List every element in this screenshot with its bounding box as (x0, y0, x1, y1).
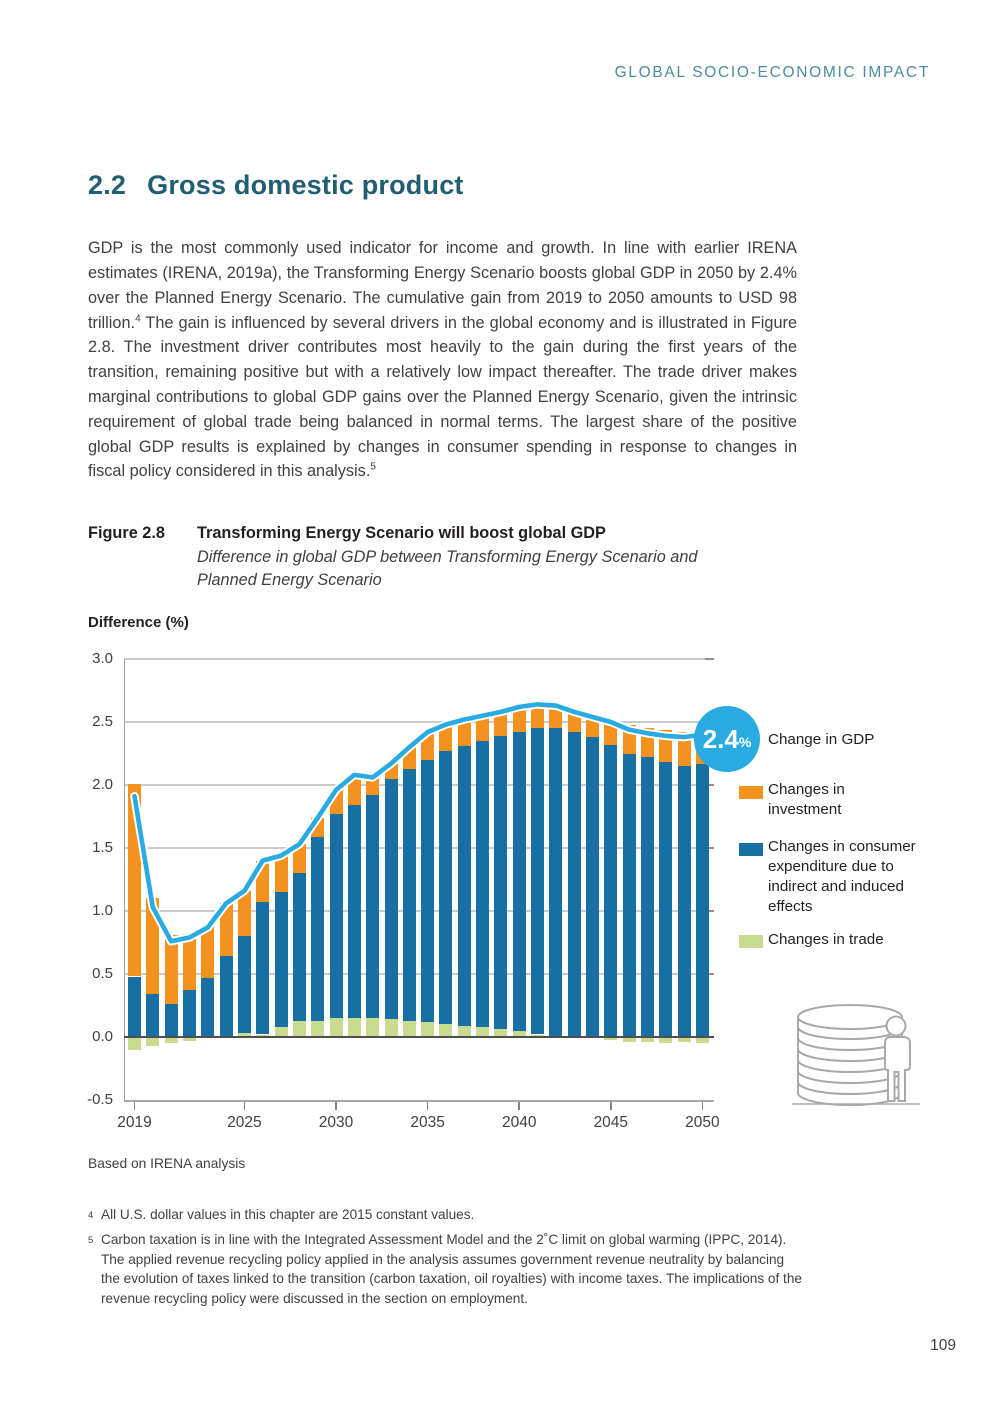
bar-segment-consumer-2035 (421, 760, 434, 1022)
bar-segment-consumer-2046 (623, 754, 636, 1038)
y-tick-label: 1.5 (92, 839, 113, 856)
bar-segment-investment-2049 (678, 732, 691, 766)
y-tick-label: 2.5 (92, 713, 113, 730)
bar-segment-consumer-2043 (568, 732, 581, 1037)
section-title: Gross domestic product (147, 170, 464, 200)
bar-segment-investment-2026 (256, 861, 269, 903)
bar-segment-investment-2037 (458, 720, 471, 747)
bar-segment-investment-2048 (659, 730, 672, 763)
bar-segment-investment-2022 (183, 934, 196, 991)
gridline (124, 721, 705, 723)
footnote-5-text: Carbon taxation is in line with the Integrated Assessment Model and the 2˚C limit on global warming (IPPC, 2014). The applied revenue recycling policy applied in the analysis assumes government revenue neutrality by balancing the evolution of taxes linked to the transition (carbon taxation, oil royalties) with income taxes. The implications of the revenue recycling policy were discussed in the section on employment. (101, 1232, 802, 1306)
paragraph-text-1: GDP is the most commonly used indicator for income and growth. In line with earlier IRENA estimates (IRENA, 2019a), the Transforming Energy Scenario boosts global GDP in 2050 by 2.4% over the Planned Energy Scenario. The cumulative gain from 2019 to 2050 amounts to USD 98 trillion. (88, 239, 797, 332)
bar-segment-investment-2045 (604, 720, 617, 745)
bar-segment-investment-2046 (623, 725, 636, 754)
bar-segment-investment-2035 (421, 732, 434, 760)
bar-segment-trade-2020 (146, 1037, 159, 1046)
x-tick-label-2040: 2040 (501, 1114, 537, 1131)
bar-segment-investment-2023 (201, 926, 214, 978)
footnote-4-marker: 4 (88, 1210, 94, 1221)
footnote-4-text: All U.S. dollar values in this chapter are 2015 constant values. (101, 1207, 475, 1222)
footnote-5-marker: 5 (88, 1235, 94, 1247)
bar-segment-investment-2028 (293, 844, 306, 873)
bar-segment-consumer-2049 (678, 766, 691, 1037)
bar-segment-investment-2025 (238, 891, 251, 936)
bar-segment-consumer-2019 (128, 977, 141, 1038)
gdp-change-badge (694, 706, 760, 772)
bar-segment-consumer-2042 (549, 728, 562, 1037)
legend-swatch-consumer-expenditure (739, 843, 763, 856)
bar-segment-consumer-2040 (513, 732, 526, 1031)
bar-segment-consumer-2032 (366, 795, 379, 1018)
running-header: GLOBAL SOCIO-ECONOMIC IMPACT (614, 64, 930, 81)
y-tick-label: 0.5 (92, 965, 113, 982)
bar-segment-consumer-2050 (696, 764, 709, 1037)
x-axis-tick (335, 1102, 337, 1110)
bar-segment-consumer-2045 (604, 745, 617, 1037)
legend-label-investment: Changes in investment (768, 781, 845, 818)
paragraph-text-2: The gain is influenced by several drivers in the global economy and is illustrated in Figure 2.8. The investment driver contributes most heavily to the gain during the first years of the transition, remaining positive but with a relatively low impact thereafter. The trade driver makes marginal contributions to global GDP gains over the Planned Energy Scenario, given the intrinsic requirement of global trade being balanced in normal terms. The largest share of the positive global GDP results is explained by changes in consumer spending in response to changes in fiscal policy considered in this analysis. (88, 313, 797, 481)
y-tick-label: 0.0 (92, 1028, 113, 1045)
bar-segment-investment-2021 (165, 935, 178, 1004)
bar-segment-consumer-2038 (476, 741, 489, 1027)
bar-segment-investment-2038 (476, 716, 489, 741)
bar-segment-consumer-2031 (348, 805, 361, 1018)
x-axis-tick (518, 1102, 520, 1110)
x-tick-label-2030: 2030 (318, 1114, 354, 1131)
x-axis-line (124, 1100, 714, 1102)
bar-segment-investment-2027 (275, 856, 288, 893)
bar-segment-consumer-2039 (494, 736, 507, 1030)
bar-segment-investment-2036 (439, 725, 452, 752)
x-tick-label-2035: 2035 (410, 1114, 445, 1131)
y-tick-label: 1.0 (92, 902, 113, 919)
bar-segment-consumer-2025 (238, 936, 251, 1033)
bar-segment-consumer-2024 (220, 956, 233, 1035)
y-axis-title: Difference (%) (88, 614, 189, 631)
x-axis-tick (134, 1102, 136, 1110)
bar-segment-trade-2031 (348, 1018, 361, 1037)
bar-segment-consumer-2028 (293, 873, 306, 1020)
bar-segment-consumer-2041 (531, 728, 544, 1034)
gdp-change-unit: % (738, 734, 752, 750)
x-axis-tick (702, 1102, 704, 1110)
bar-segment-trade-2030 (330, 1018, 343, 1037)
bar-segment-investment-2043 (568, 712, 581, 732)
bar-segment-trade-2028 (293, 1021, 306, 1037)
y-axis-line (124, 659, 125, 1100)
bar-segment-consumer-2033 (385, 779, 398, 1020)
y-tick-label: 2.0 (92, 776, 113, 793)
footnote-4 (88, 1205, 802, 1224)
x-axis-tick (427, 1102, 429, 1110)
bar-segment-consumer-2029 (311, 837, 324, 1021)
coin-stack-person-icon (792, 998, 922, 1108)
zero-axis-line (124, 1036, 714, 1038)
bar-segment-trade-2019 (128, 1037, 141, 1050)
bar-segment-investment-2042 (549, 706, 562, 729)
figure-title: Transforming Energy Scenario will boost global GDP (197, 524, 606, 542)
x-tick-label-2045: 2045 (593, 1114, 629, 1131)
gridline (124, 658, 705, 660)
y-tick-label: -0.5 (87, 1091, 113, 1108)
bar-segment-consumer-2047 (641, 757, 654, 1037)
bar-segment-consumer-2023 (201, 978, 214, 1037)
legend-label-gdp: Change in GDP (768, 731, 875, 748)
bar-segment-trade-2032 (366, 1018, 379, 1037)
bar-segment-investment-2020 (146, 898, 159, 994)
bar-segment-consumer-2022 (183, 990, 196, 1037)
bar-segment-investment-2034 (403, 747, 416, 768)
bar-segment-investment-2029 (311, 818, 324, 837)
legend-label-trade: Changes in trade (768, 931, 884, 948)
bar-segment-consumer-2021 (165, 1004, 178, 1037)
figure-label: Figure 2.8 (88, 524, 165, 542)
source-note: Based on IRENA analysis (88, 1156, 246, 1171)
bar-segment-consumer-2037 (458, 746, 471, 1026)
bar-segment-consumer-2030 (330, 814, 343, 1018)
y-tick-label: 3.0 (92, 650, 113, 667)
bar-segment-consumer-2036 (439, 751, 452, 1024)
x-tick-label-2050: 2050 (685, 1114, 720, 1131)
bar-segment-investment-2030 (330, 790, 343, 814)
bar-segment-investment-2019 (128, 784, 141, 977)
bar-segment-trade-2033 (385, 1019, 398, 1037)
footnote-5 (88, 1230, 802, 1308)
footnotes (88, 1205, 802, 1314)
gridline-end-tick (705, 658, 714, 660)
page-number: 109 (930, 1337, 956, 1354)
bar-segment-consumer-2034 (403, 769, 416, 1021)
bar-segment-investment-2031 (348, 775, 361, 805)
bar-segment-investment-2040 (513, 707, 526, 732)
legend-swatch-investment (739, 786, 763, 799)
bar-segment-investment-2047 (641, 728, 654, 757)
legend-swatch-trade (739, 935, 763, 948)
bar-segment-consumer-2020 (146, 994, 159, 1037)
footnote-ref-5: 5 (370, 462, 376, 474)
bar-segment-trade-2029 (311, 1021, 324, 1037)
x-axis-tick (244, 1102, 246, 1110)
bar-segment-trade-2035 (421, 1022, 434, 1037)
figure-subtitle: Difference in global GDP between Transforming Energy Scenario and Planned Energy Scenario (197, 548, 698, 589)
legend-label-consumer-expenditure: Changes in consumer expenditure due to indirect and induced effects (768, 838, 916, 915)
footnote-ref-4: 4 (135, 313, 141, 325)
bar-segment-consumer-2048 (659, 762, 672, 1037)
bar-segment-investment-2032 (366, 777, 379, 795)
bar-segment-consumer-2026 (256, 902, 269, 1034)
gdp-change-value: 2.4 (702, 723, 739, 754)
bar-segment-investment-2024 (220, 903, 233, 956)
bar-segment-trade-2034 (403, 1021, 416, 1037)
bar-segment-investment-2033 (385, 764, 398, 779)
bar-segment-investment-2041 (531, 704, 544, 728)
section-number: 2.2 (88, 170, 127, 200)
bar-segment-investment-2039 (494, 712, 507, 736)
bar-segment-consumer-2027 (275, 892, 288, 1027)
bar-segment-consumer-2044 (586, 737, 599, 1037)
x-tick-label-2019: 2019 (117, 1114, 152, 1131)
bar-segment-investment-2044 (586, 716, 599, 737)
x-tick-label-2025: 2025 (227, 1114, 262, 1131)
x-axis-tick (610, 1102, 612, 1110)
